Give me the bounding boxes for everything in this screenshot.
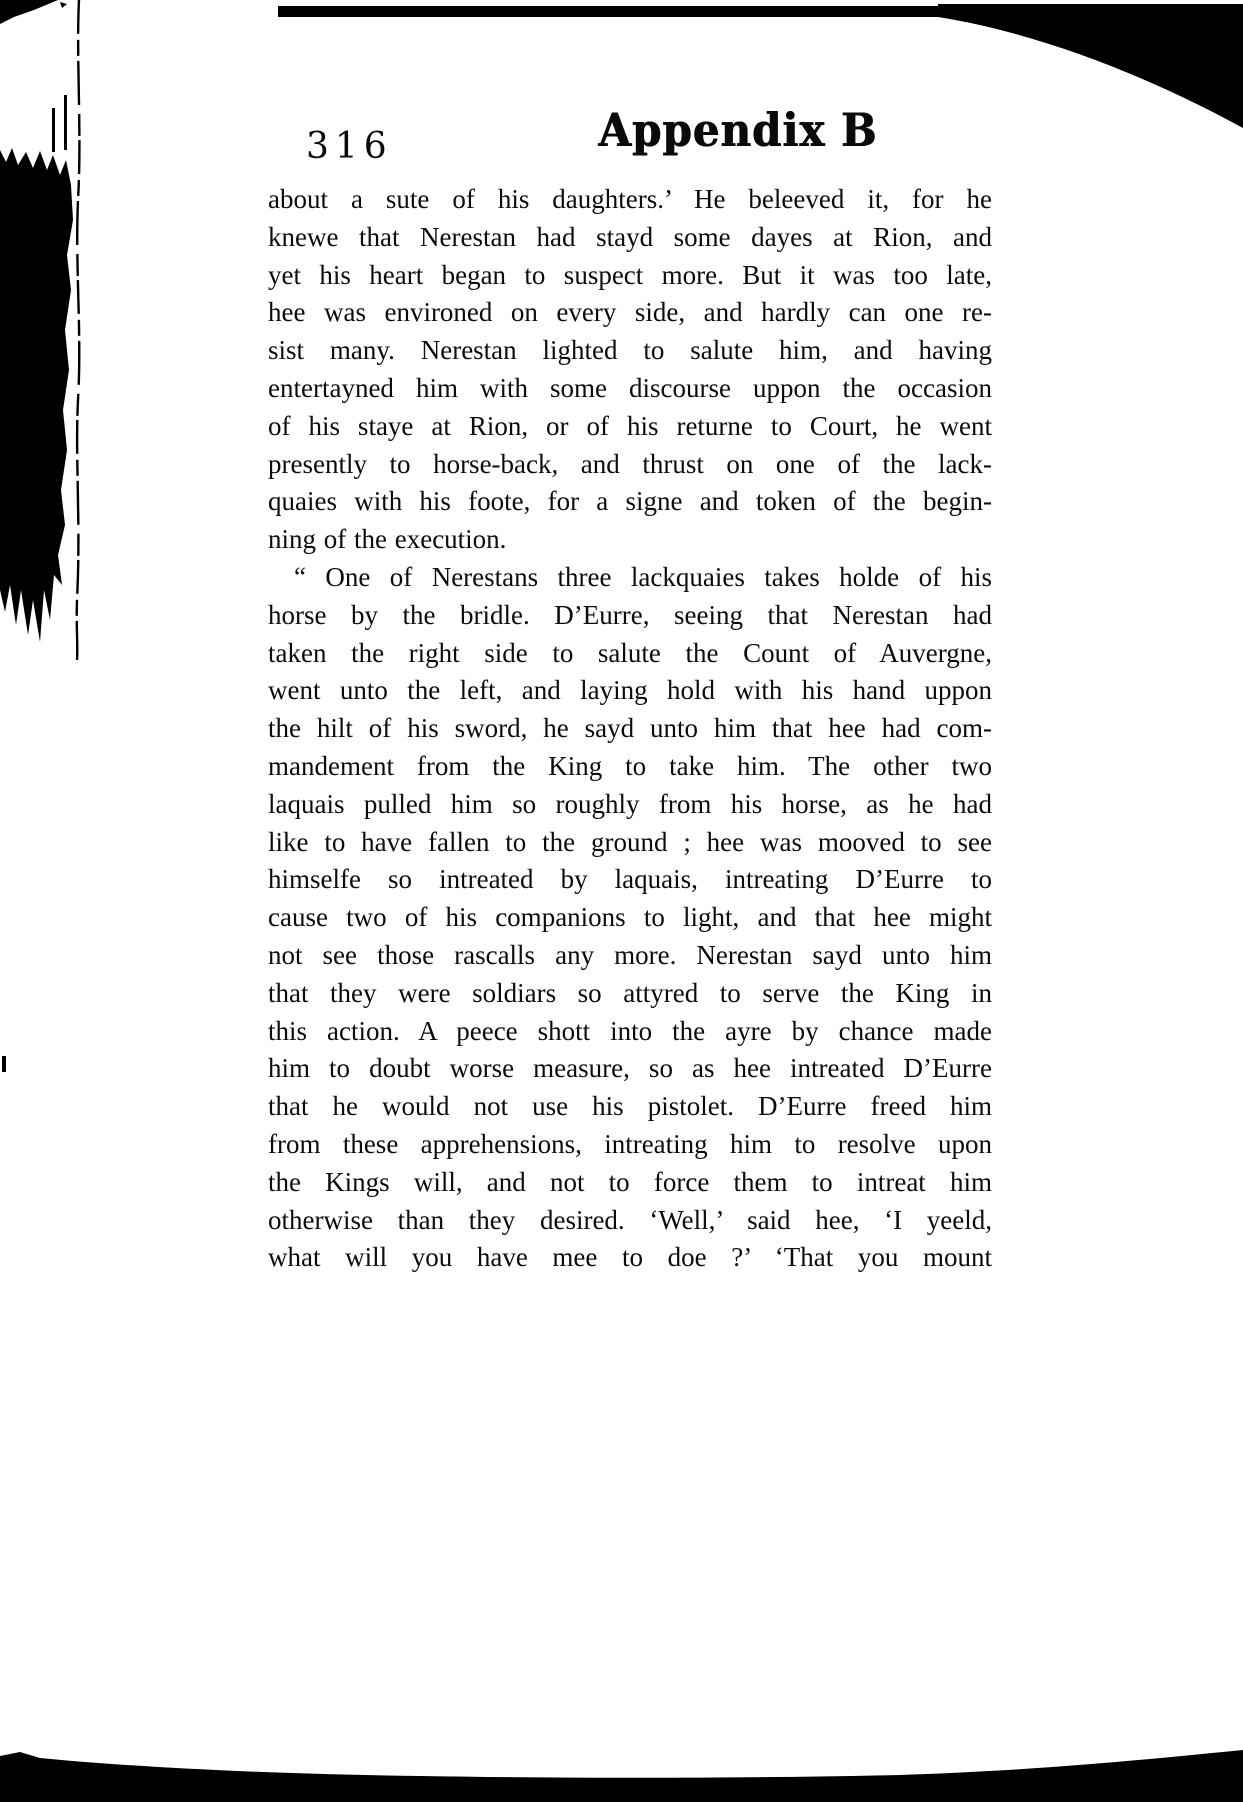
text-line: ning of the execution.	[268, 524, 507, 555]
page-text	[268, 181, 992, 1277]
text-line: about a sute of his daughters.’ He beleeved it, for he	[268, 184, 992, 214]
text-line: that they were soldiars so attyred to serve the King in	[268, 977, 992, 1008]
text-line: “ One of Nerestans three lackquaies takes holde of his	[294, 561, 992, 592]
text-line: sist many. Nerestan lighted to salute him, and having	[268, 335, 992, 366]
text-line: of his staye at Rion, or of his returne to Court, he went	[268, 410, 992, 441]
text-line: mandement from the King to take him. The other two	[268, 750, 992, 781]
text-line: yet his heart began to suspect more. But it was too late,	[268, 259, 992, 290]
text-line: presently to horse-back, and thrust on one of the lack-	[268, 448, 992, 479]
gutter-ink-blob	[0, 0, 90, 1100]
text-line: him to doubt worse measure, so as hee intreated D’Eurre	[268, 1053, 992, 1084]
text-line: this action. A peece shott into the ayre by chance made	[268, 1015, 992, 1046]
spine-crease-line	[0, 0, 120, 660]
text-line: otherwise than they desired. ‘Well,’ said hee, ‘I yeeld,	[268, 1204, 992, 1235]
scan-edge-bottom	[0, 1742, 1243, 1802]
running-head-title: Appendix B	[598, 104, 878, 157]
text-line: himselfe so intreated by laquais, intreating D’Eurre to	[268, 864, 992, 895]
text-line: quaies with his foote, for a signe and token of the begin-	[268, 486, 992, 517]
text-line: the hilt of his sword, he sayd unto him that hee had com-	[268, 713, 992, 744]
text-line: what will you have mee to doe ?’ ‘That you mount	[268, 1242, 992, 1273]
text-line: hee was environed on every side, and hardly can one re-	[268, 297, 992, 328]
text-line: from these apprehensions, intreating him to resolve upon	[268, 1128, 992, 1159]
text-line: went unto the left, and laying hold with his hand uppon	[268, 675, 992, 706]
text-line: horse by the bridle. D’Eurre, seeing that Nerestan had	[268, 599, 992, 630]
text-line: entertayned him with some discourse uppon the occasion	[268, 372, 992, 403]
text-line: the Kings will, and not to force them to intreat him	[268, 1166, 992, 1197]
text-line: taken the right side to salute the Count of Auvergne,	[268, 637, 992, 668]
text-line: cause two of his companions to light, and that hee might	[268, 902, 992, 933]
text-line: that he would not use his pistolet. D’Eurre freed him	[268, 1091, 992, 1122]
text-line: not see those rascalls any more. Nerestan sayd unto him	[268, 939, 992, 970]
text-line: knewe that Nerestan had stayd some dayes at Rion, and	[268, 221, 992, 252]
page-number: 316	[306, 126, 393, 167]
text-line: like to have fallen to the ground ; hee was mooved to see	[268, 826, 992, 857]
text-line: laquais pulled him so roughly from his horse, as he had	[268, 788, 992, 819]
